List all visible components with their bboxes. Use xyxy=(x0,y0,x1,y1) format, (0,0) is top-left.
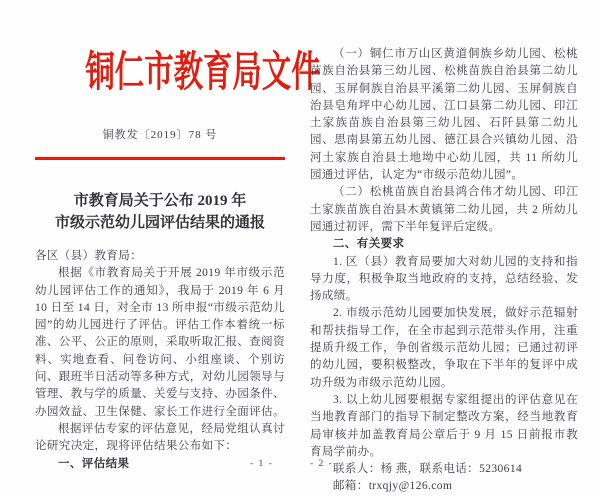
red-divider-rule xyxy=(35,157,285,160)
page-number-2: - 2 - xyxy=(310,459,334,469)
requirement-item-2: 2. 市级示范幼儿园要加快发展，做好示范辐射和帮扶指导工作，在全市起到示范带头作用，注重提质升级工作，争创省级示范幼儿园；已通过初评的幼儿园，要积极整改，争取在下半年的复评中成功升级为市级示范幼儿园。 xyxy=(310,307,578,389)
document-page-2 xyxy=(310,0,578,493)
section-heading-requirements: 二、有关要求 xyxy=(333,238,405,251)
agency-masthead-text: 铜仁市教育局文件 xyxy=(85,50,321,96)
document-title xyxy=(35,190,285,234)
agency-masthead xyxy=(35,50,321,96)
paragraph-decision: 根据评估专家的评估意见，经局党组认真讨论研究决定，现将评估结果公布如下： xyxy=(35,422,285,453)
page2-body xyxy=(310,46,578,496)
contact-line: 联系人：杨 燕，联系电话：5230614 xyxy=(333,463,523,476)
section-heading-results: 一、评估结果 xyxy=(58,457,130,470)
salutation: 各区（县）教育局： xyxy=(35,250,143,262)
paragraph-basis: 根据《市教育局关于开展 2019 年市级示范幼儿园评估工作的通知》，我局于 2019 年 6 月 10 日至 14 日，对全市 13 所申报“市级示范幼儿园”的幼儿园进行了评估。评估工作本着统一标准、公平、公正的原则，采取听取汇报、查阅资料、实地查看、问卷访问、小组座谈、个别访问、跟班半日活动等多种方式，对幼儿园领导与管理、教与学的质量、关爱与支持、办园条件、办园效益、卫生保健、家长工作进行全面评估。 xyxy=(35,267,285,418)
document-page-1 xyxy=(35,0,321,486)
result-item-1: （一）铜仁市万山区黄道侗族乡幼儿园、松桃苗族自治县第三幼儿园、松桃苗族自治县第二幼儿园、玉屏侗族自治县平溪第二幼儿园、玉屏侗族自治县皂角坪中心幼儿园、江口县第二幼儿园、印江土家族苗族自治县第三幼儿园、石阡县第二幼儿园、思南县第五幼儿园、德江县合兴镇幼儿园、沿河土家族自治县土地坳中心幼儿园，共 11 所幼儿园通过评估，认定为“市级示范幼儿园”。 xyxy=(310,48,578,182)
document-number: 铜教发〔2019〕78 号 xyxy=(102,129,218,141)
page-number-1: - 1 - xyxy=(250,459,274,469)
email-line: 邮箱：trxqjy@126.com xyxy=(333,480,453,493)
document-title-line-1: 市教育局关于公布 2019 年 xyxy=(73,193,247,209)
result-item-2: （二）松桃苗族自治县鸿合伟才幼儿园、印江土家族苗族自治县木黄镇第二幼儿园，共 2 所幼儿园通过初评，需下半年复评后定级。 xyxy=(310,186,578,233)
document-title-line-2: 市级示范幼儿园评估结果的通报 xyxy=(54,215,265,231)
page1-body xyxy=(35,248,285,473)
requirement-item-1: 1. 区（县）教育局要加大对幼儿园的支持和指导力度，积极争取当地政府的支持，总结经验、发扬成绩。 xyxy=(310,255,578,303)
requirement-item-3: 3. 以上幼儿园要根据专家组提出的评估意见在当地教育部门的指导下制定整改方案，经当地教育局审核并加盖教育局公章后于 9 月 15 日前报市教育局学前办。 xyxy=(310,393,578,458)
